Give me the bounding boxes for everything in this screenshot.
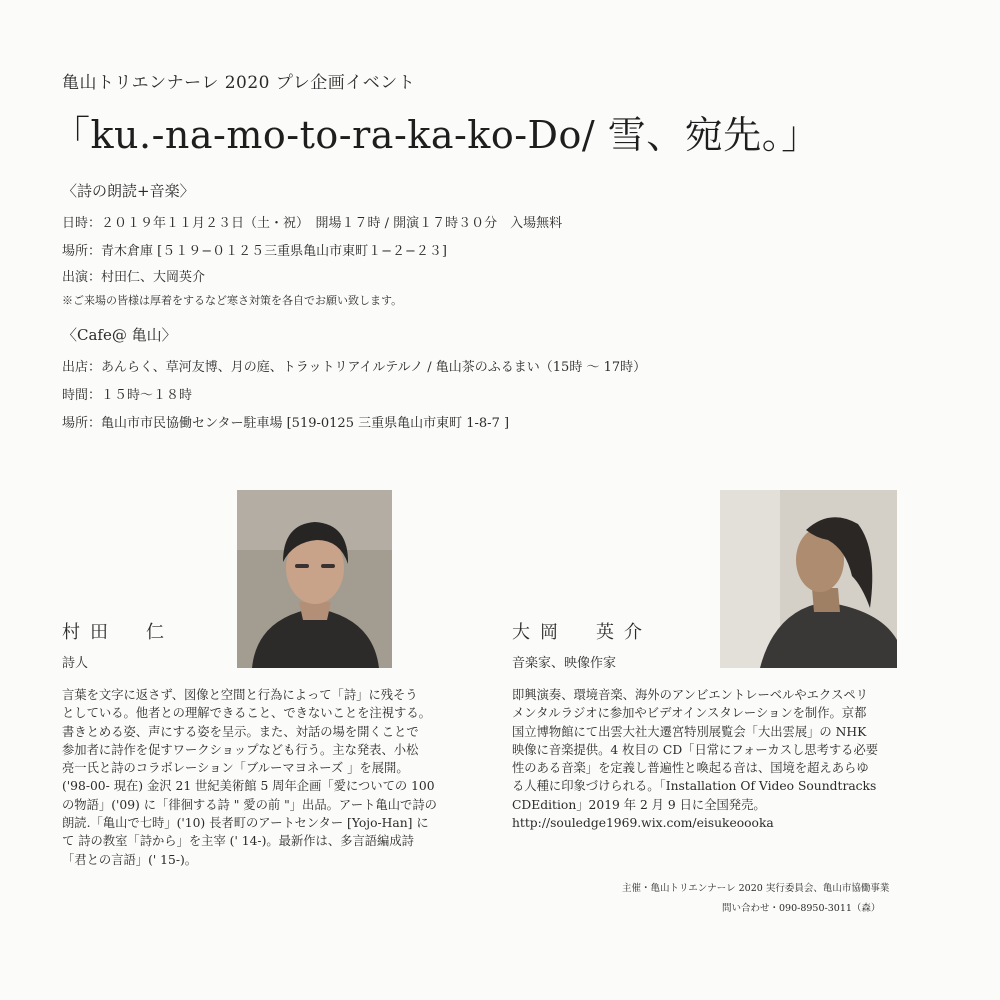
bio-murata-line: 書きとめる姿、声にする姿を呈示。また、対話の場を開くことで <box>62 724 419 739</box>
bio-ooka-line: 性のある音楽」を定義し普遍性と喚起る音は、国境を超えあらゆ <box>512 761 869 776</box>
bio-ooka-line: 映像に音楽提供。4 枚目の CD「日常にフォーカスし思考する必要 <box>512 742 879 757</box>
bio-murata <box>62 686 437 869</box>
cafe-heading: 〈Cafe@ 亀山〉 <box>62 326 177 344</box>
bio-murata-line: 言葉を文字に返さず、図像と空間と行為によって「詩」に残そう <box>62 688 418 702</box>
person-name-murata: 村田 仁 <box>62 622 174 643</box>
person-role-ooka: 音楽家、映像作家 <box>512 656 617 671</box>
bio-ooka-line: メンタルラジオに参加やビデオインスタレーションを制作。京都 <box>512 706 867 721</box>
reading-performers: 出演：村田仁、大岡英介 <box>62 270 206 285</box>
cafe-venue: 場所：亀山市市民協働センター駐車場 [519-0125 三重県亀山市東町 1-8-7 ] <box>62 416 510 431</box>
bio-ooka-line: CDEdition」2019 年 2 月 9 日に全国発売。 <box>512 797 766 812</box>
bio-ooka-url[interactable]: http://souledge1969.wix.com/eisukeoooka <box>512 816 774 831</box>
bio-murata-line: ('98-00- 現在) 金沢 21 世紀美術館 5 周年企画「愛についての 100 <box>62 779 435 794</box>
reading-venue: 場所：青木倉庫 [５１９−０１２５三重県亀山市東町１−２−２３] <box>62 244 447 259</box>
bio-ooka-line: 国立博物館にて出雲大社大遷宮特別展覧会「大出雲展」の NHK <box>512 724 867 739</box>
person-role-murata: 詩人 <box>62 656 89 671</box>
bio-ooka-line: 即興演奏、環境音楽、海外のアンビエントレーベルやエクスペリ <box>512 688 868 702</box>
event-pretitle: 亀山トリエンナーレ 2020 プレ企画イベント <box>62 73 416 93</box>
cafe-time: 時間：１５時〜１８時 <box>62 388 193 403</box>
bio-murata-line: 「君との言語」(' 15-)。 <box>62 852 198 867</box>
reading-note: ※ご来場の皆様は厚着をするなど寒さ対策を各自でお願い致します。 <box>62 294 403 307</box>
bio-murata-line: 参加者に詩作を促すワークショップなども行う。主な発表、小松 <box>62 742 419 757</box>
portrait-photo-murata <box>237 490 392 668</box>
bio-murata-line: の物語」('09) に「徘徊する詩 " 愛の前 "」出品。アート亀山で詩の <box>62 797 437 812</box>
portrait-photo-ooka <box>720 490 897 668</box>
bio-ooka <box>512 686 878 832</box>
event-title: 「ku.-na-mo-to-ra-ka-ko-Do/ 雪、宛先。」 <box>52 113 820 157</box>
bio-murata-line: て 詩の教室「詩から」を主宰 (' 14-)。最新作は、多言語編成詩 <box>62 834 414 849</box>
reading-heading: 〈詩の朗読+音楽〉 <box>62 182 195 200</box>
person-name-ooka: 大岡 英介 <box>512 622 652 643</box>
bio-murata-line: 朗読.「亀山で七時」('10) 長者町のアートセンター [Yojo-Han] に <box>62 816 429 831</box>
bio-ooka-line: る人種に印象づけられる。「Installation Of Video Soundtracks <box>512 779 877 794</box>
footer-contact: 問い合わせ・090-8950-3011（森） <box>722 903 881 914</box>
reading-date: 日時：２０１９年１１月２３日（土・祝） 開場１７時 / 開演１７時３０分 入場無料 <box>62 216 563 231</box>
bio-murata-line: 亮一氏と詩のコラボレーション「ブルーマヨネーズ 」を展開。 <box>62 761 409 776</box>
footer-organizer: 主催・亀山トリエンナーレ 2020 実行委員会、亀山市協働事業 <box>622 883 890 894</box>
cafe-shops: 出店：あんらく、草河友博、月の庭、トラットリアイルテルノ / 亀山茶のふるまい（15時 〜 17時） <box>62 360 647 375</box>
bio-murata-line: としている。他者との理解できること、できないことを注視する。 <box>62 706 431 721</box>
